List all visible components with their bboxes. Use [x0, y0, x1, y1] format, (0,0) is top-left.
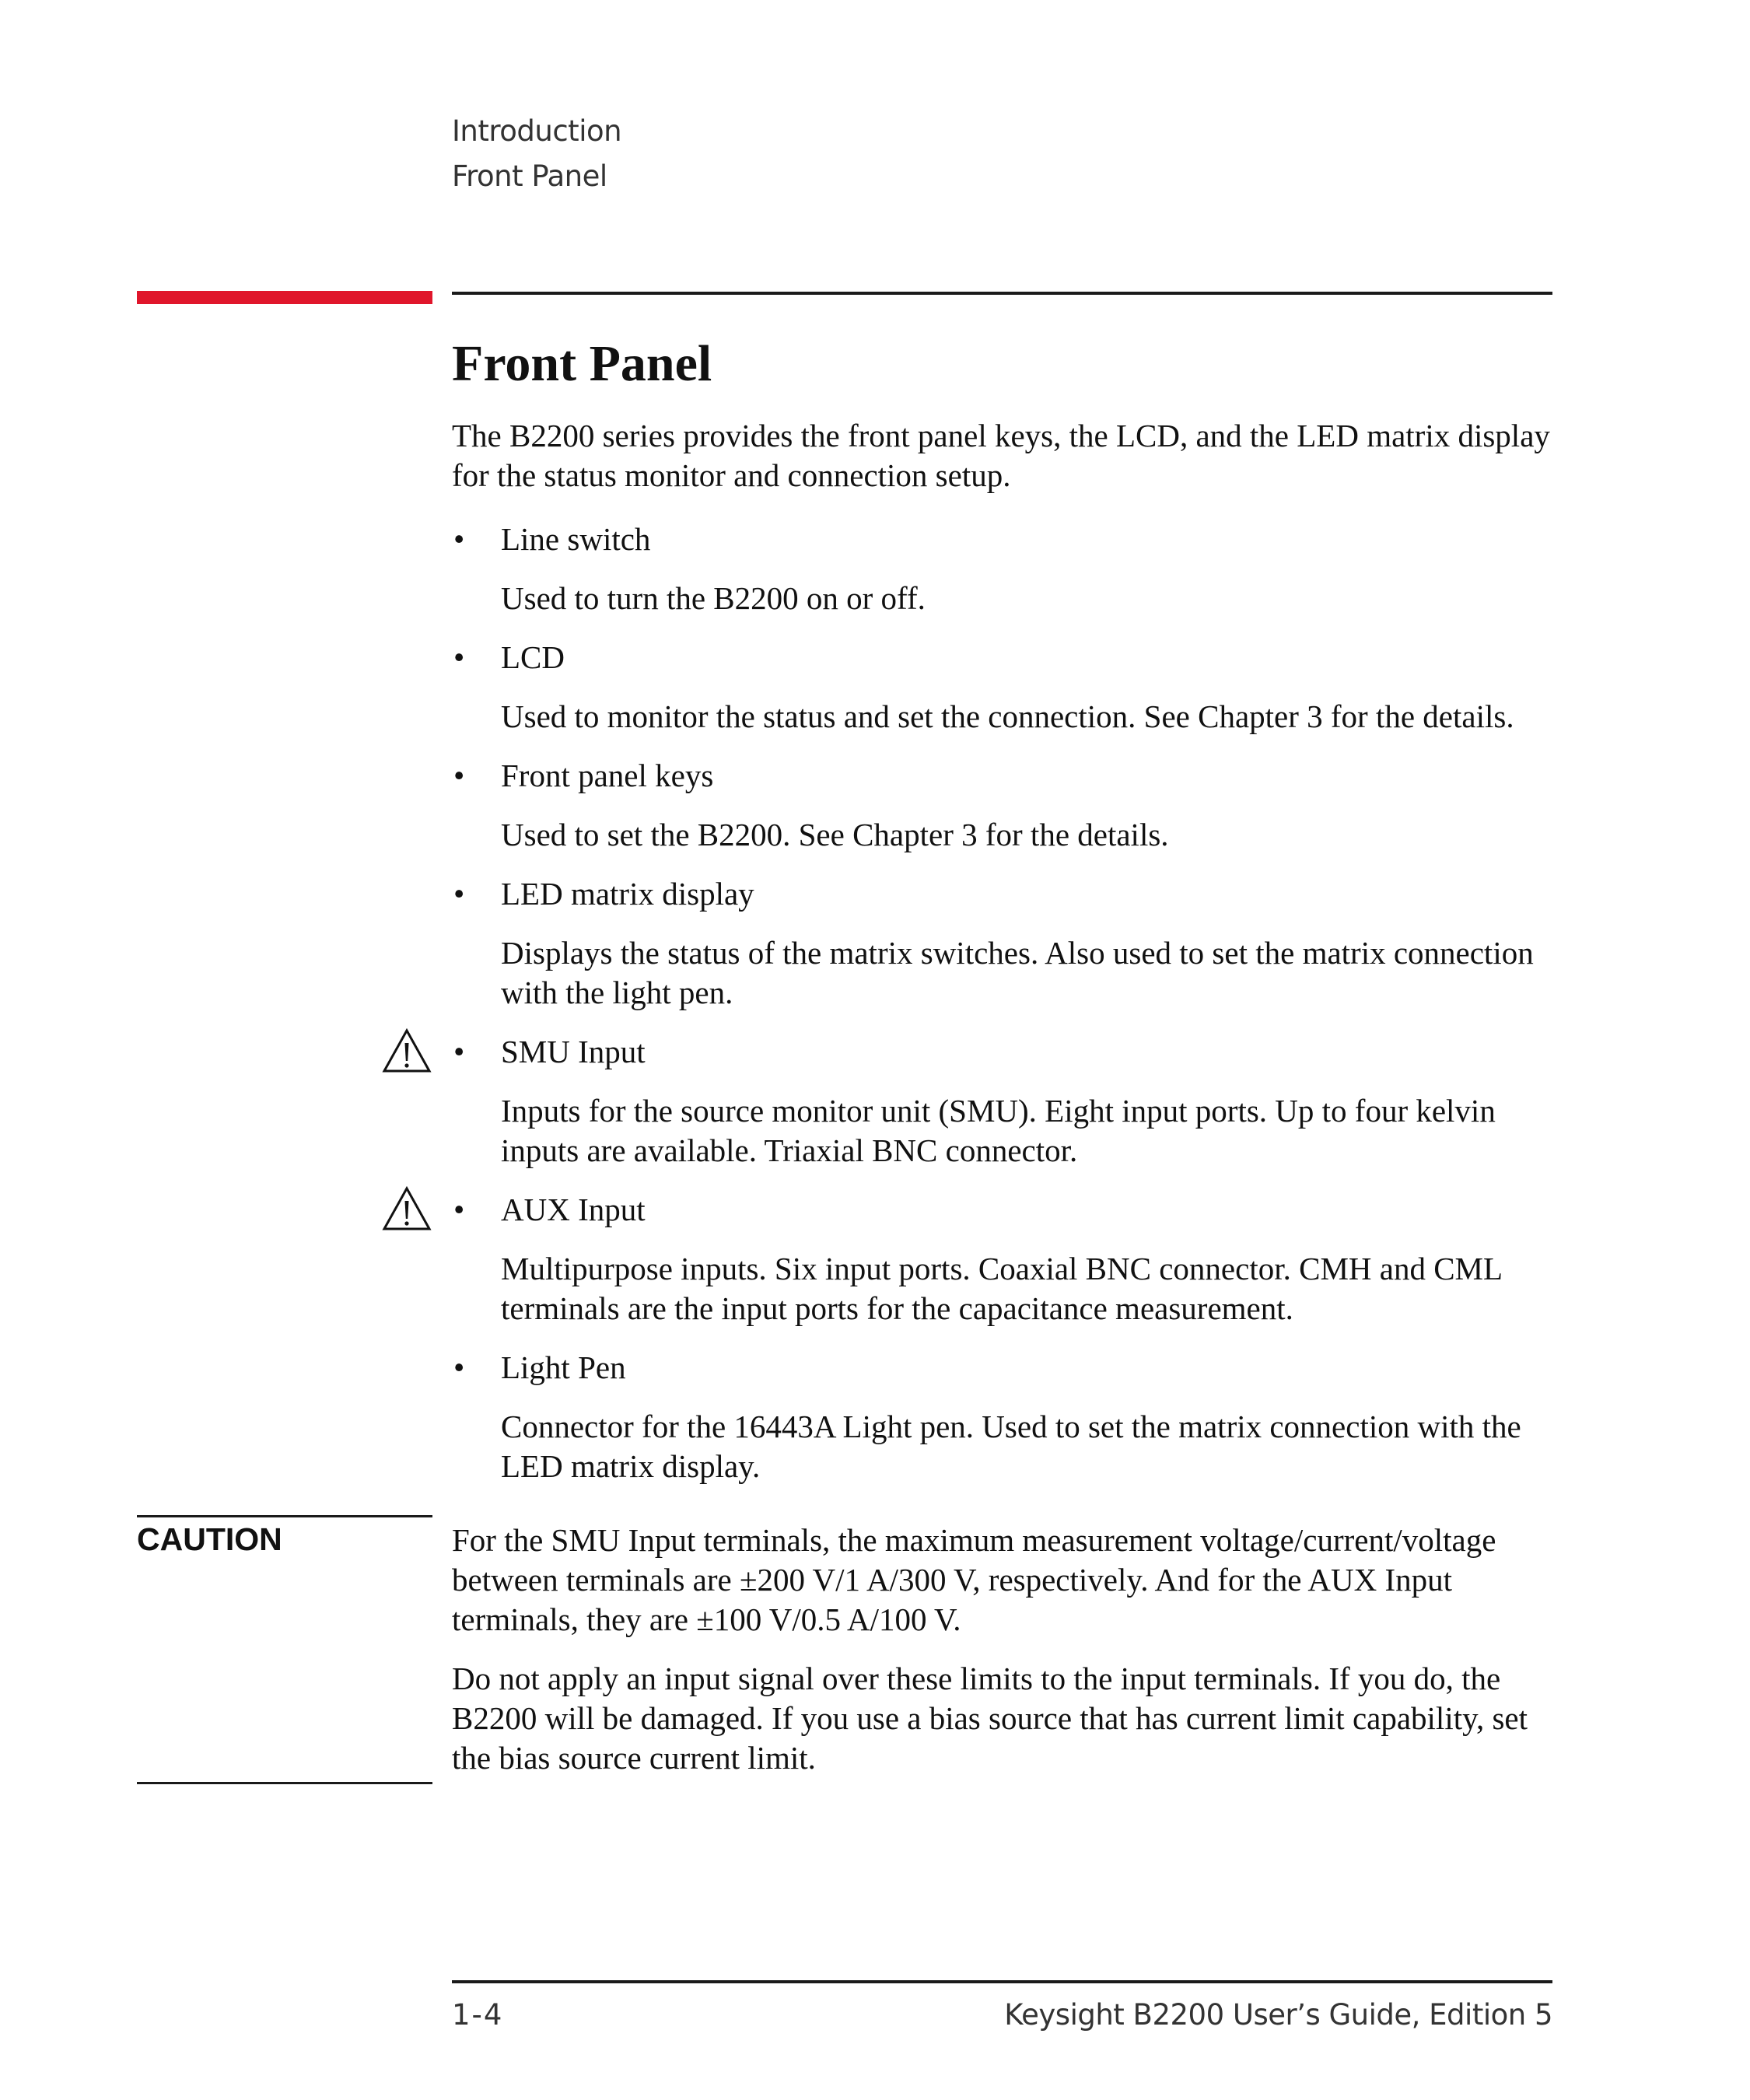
- list-item-description: Used to monitor the status and set the connection. See Chapter 3 for the details.: [501, 698, 1514, 734]
- caution-paragraph: Do not apply an input signal over these limits to the input terminals. If you do, the B2200 will be damaged. If you use a bias source that has current limit capability, set the bias source current limit.: [452, 1661, 1528, 1776]
- bullet-mark: •: [453, 1349, 465, 1385]
- list-item-heading: LCD: [501, 639, 565, 675]
- list-item: [452, 1032, 1564, 1171]
- list-item-description: Used to turn the B2200 on or off.: [501, 580, 926, 616]
- intro-paragraph: The B2200 series provides the front panel keys, the LCD, and the LED matrix display for the status monitor and connection setup.: [452, 418, 1550, 493]
- footer-rule: [452, 1980, 1552, 1983]
- list-item-description: Multipurpose inputs. Six input ports. Coaxial BNC connector. CMH and CML terminals are the input ports for the capacitance measurement.: [501, 1251, 1502, 1326]
- list-item-heading: Light Pen: [501, 1349, 626, 1385]
- list-item: [452, 756, 1564, 855]
- list-item: [452, 1348, 1564, 1486]
- header-chapter: Introduction: [452, 114, 622, 148]
- page-number: 1-4: [452, 1998, 504, 2032]
- caution-bottom-rule: [137, 1782, 432, 1784]
- guide-title: Keysight B2200 User’s Guide, Edition 5: [1004, 1998, 1552, 2032]
- caution-body: [452, 1521, 1556, 1797]
- list-item-heading: LED matrix display: [501, 876, 754, 912]
- bullet-mark: •: [453, 521, 465, 557]
- bullet-mark: •: [453, 758, 465, 793]
- list-item: [452, 638, 1564, 737]
- header-section: Front Panel: [452, 159, 607, 193]
- bullet-mark: •: [453, 1034, 465, 1069]
- bullet-mark: •: [453, 876, 465, 912]
- caution-label: CAUTION: [137, 1521, 282, 1557]
- feature-list: [452, 520, 1564, 1506]
- list-item: [452, 874, 1564, 1013]
- page-title: Front Panel: [452, 335, 712, 392]
- list-item-description: Used to set the B2200. See Chapter 3 for the details.: [501, 817, 1169, 852]
- list-item: [452, 1190, 1564, 1328]
- warning-triangle-icon: [382, 1185, 432, 1232]
- bullet-mark: •: [453, 1192, 465, 1227]
- list-item-heading: SMU Input: [501, 1034, 646, 1069]
- running-header: [452, 109, 621, 199]
- list-item: [452, 520, 1564, 618]
- section-top-rule: [452, 292, 1552, 295]
- list-item-heading: AUX Input: [501, 1192, 646, 1227]
- caution-paragraph: For the SMU Input terminals, the maximum measurement voltage/current/voltage between terminals are ±200 V/1 A/300 V, respectively. And for the AUX Input terminals, they are ±100 V/0.5 A/100 V.: [452, 1522, 1496, 1637]
- list-item-description: Inputs for the source monitor unit (SMU). Eight input ports. Up to four kelvin inputs are available. Triaxial BNC connector.: [501, 1093, 1496, 1168]
- list-item-heading: Line switch: [501, 521, 651, 557]
- list-item-description: Connector for the 16443A Light pen. Used to set the matrix connection with the LED matrix display.: [501, 1409, 1521, 1484]
- list-item-description: Displays the status of the matrix switches. Also used to set the matrix connection with the light pen.: [501, 935, 1534, 1010]
- list-item-heading: Front panel keys: [501, 758, 714, 793]
- bullet-mark: •: [453, 639, 465, 675]
- caution-top-rule: [137, 1515, 432, 1517]
- warning-triangle-icon: [382, 1027, 432, 1074]
- section-accent-bar: [137, 291, 432, 304]
